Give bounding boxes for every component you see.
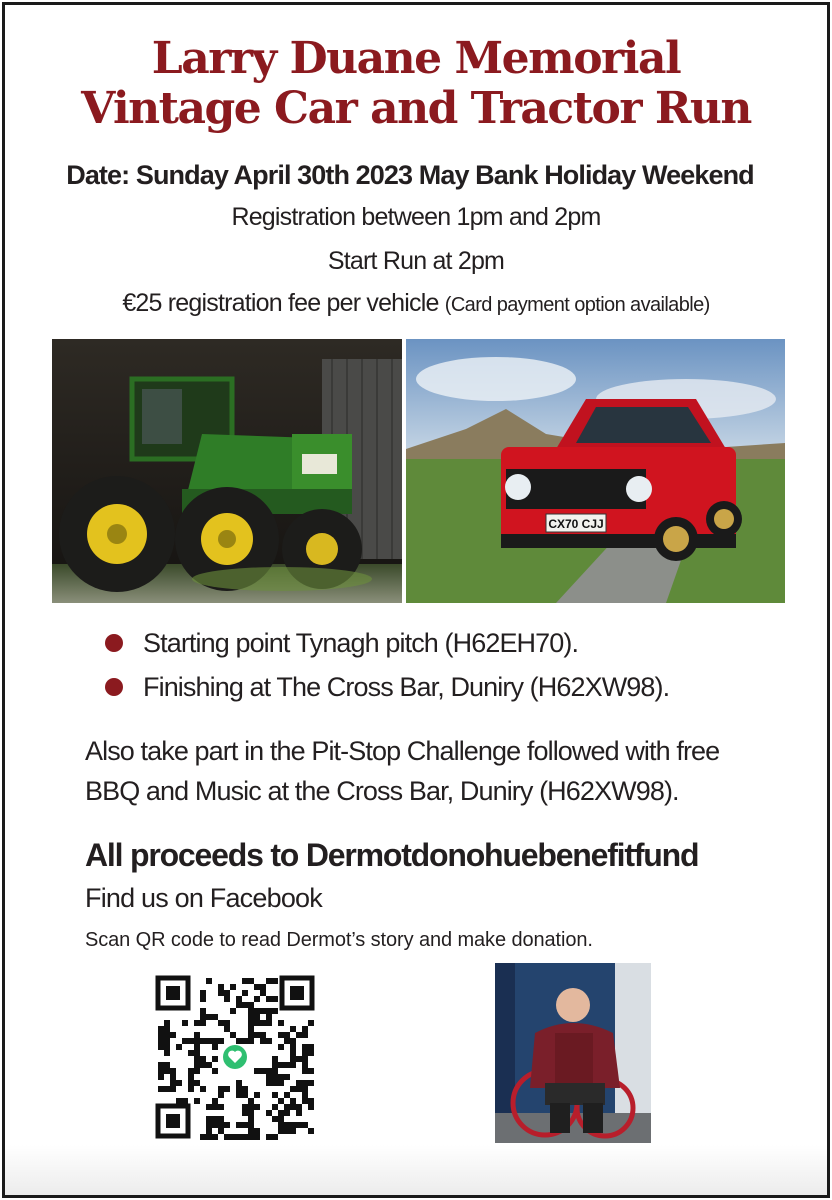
qr-code[interactable] bbox=[153, 973, 317, 1141]
license-plate: CX70 CJJ bbox=[548, 517, 604, 531]
heart-icon bbox=[223, 1045, 247, 1069]
bullet-icon bbox=[105, 634, 123, 652]
proceeds-heading: All proceeds to Dermotdonohuebenefitfund bbox=[85, 837, 699, 873]
list-item bbox=[101, 625, 669, 669]
dermot-photo bbox=[495, 963, 651, 1143]
fee-text: €25 registration fee per vehicle bbox=[122, 289, 439, 317]
event-date: Date: Sunday April 30th 2023 May Bank Holiday Weekend bbox=[66, 160, 754, 190]
list-item bbox=[101, 669, 669, 713]
bullet-icon bbox=[105, 678, 123, 696]
flyer bbox=[2, 2, 830, 1198]
route-list bbox=[101, 625, 669, 713]
car-photo bbox=[406, 339, 785, 603]
start-time: Start Run at 2pm bbox=[327, 247, 505, 275]
facebook-text: Find us on Facebook bbox=[85, 883, 322, 913]
title-line-2: Vintage Car and Tractor Run bbox=[81, 83, 751, 134]
fee-note: (Card payment option available) bbox=[444, 294, 710, 316]
route-finish: Finishing at The Cross Bar, Duniry (H62XW98). bbox=[143, 672, 670, 702]
scan-instructions: Scan QR code to read Dermot’s story and make donation. bbox=[85, 929, 593, 951]
registration-fee bbox=[5, 289, 827, 318]
pitstop-line-1: Also take part in the Pit-Stop Challenge followed with free bbox=[85, 736, 720, 766]
registration-time: Registration between 1pm and 2pm bbox=[231, 203, 601, 231]
pitstop-paragraph bbox=[85, 731, 805, 811]
pitstop-line-2: BBQ and Music at the Cross Bar, Duniry (H62XW98). bbox=[85, 776, 679, 806]
title-line-1: Larry Duane Memorial bbox=[151, 33, 681, 84]
route-start: Starting point Tynagh pitch (H62EH70). bbox=[143, 628, 579, 658]
tractor-photo bbox=[52, 339, 402, 603]
